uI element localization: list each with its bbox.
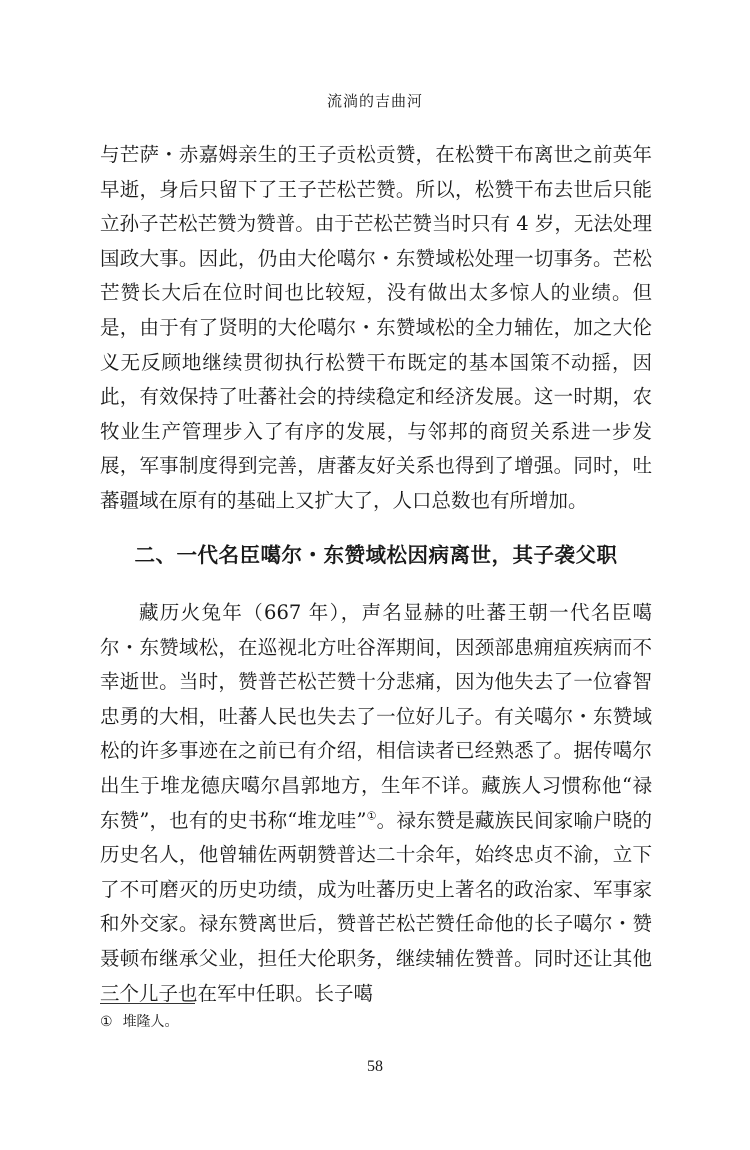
body-paragraph-2 — [100, 596, 652, 1011]
paragraph-text-after-footnote: 。禄东赞是藏族民间家喻户晓的历史名人，他曾辅佐两朝赞普达二十余年，始终忠贞不渝，立下了不可磨灭的历史功绩，成为吐蕃历史上著名的政治家、军事家和外交家。禄东赞离世后，赞普芒松芒赞任命他的长子噶尔・赞聂顿布继承父业，担任大伦职务，继续辅佐赞普。同时还让其他三个儿子也在军中任职。长子噶 — [100, 808, 652, 1005]
footnote-text: 堆隆人。 — [122, 1014, 179, 1030]
footnote — [100, 1012, 179, 1032]
section-heading: 二、一代名臣噶尔・东赞域松因病离世，其子袭父职 — [134, 543, 618, 567]
paragraph-text-before-footnote: 藏历火兔年（667 年），声名显赫的吐蕃王朝一代名臣噶尔・东赞域松，在巡视北方吐谷浑期间，因颈部患痈疽疾病而不幸逝世。当时，赞普芒松芒赞十分悲痛，因为他失去了一位睿智忠勇的大相，吐蕃人民也失去了一位好儿子。有关噶尔・东赞域松的许多事迹在之前已有介绍，相信读者已经熟悉了。据传噶尔出生于堆龙德庆噶尔昌郭地方，生年不详。藏族人习惯称他“禄东赞”，也有的史书称“堆龙哇” — [100, 601, 652, 832]
paragraph-text: 与芒萨・赤嘉姆亲生的王子贡松贡赞，在松赞干布离世之前英年早逝，身后只留下了王子芒松芒赞。所以，松赞干布去世后只能立孙子芒松芒赞为赞普。由于芒松芒赞当时只有 4 岁，无法处理国政大事。因此，仍由大伦噶尔・东赞域松处理一切事务。芒松芒赞长大后在位时间也比较短，没有做出太多惊人的业绩。但是，由于有了贤明的大伦噶尔・东赞域松的全力辅佐，加之大伦义无反顾地继续贯彻执行松赞干布既定的基本国策不动摇，因此，有效保持了吐蕃社会的持续稳定和经济发展。这一时期，农牧业生产管理步入了有序的发展，与邻邦的商贸关系进一步发展，军事制度得到完善，唐蕃友好关系也得到了增强。同时，吐蕃疆域在原有的基础上又扩大了，人口总数也有所增加。 — [100, 143, 652, 512]
running-title: 流淌的吉曲河 — [326, 92, 423, 110]
paragraph-text — [100, 596, 652, 1011]
body-paragraph-1 — [100, 138, 652, 519]
footnote-reference[interactable]: ① — [366, 809, 377, 823]
page-number: 58 — [367, 1058, 383, 1075]
footnote-marker: ① — [100, 1014, 113, 1030]
footnote-divider — [100, 1003, 195, 1004]
